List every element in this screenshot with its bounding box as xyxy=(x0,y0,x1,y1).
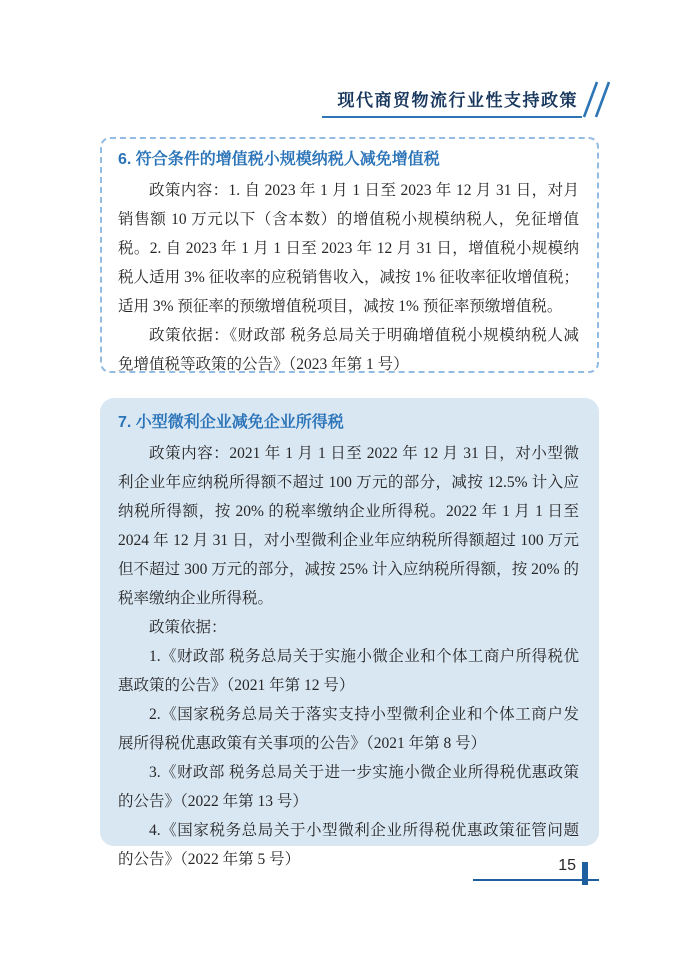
section-7-title: 7. 小型微利企业减免企业所得税 xyxy=(118,414,344,431)
section-7-basis-item: 3.《财政部 税务总局关于进一步实施小微企业所得税优惠政策的公告》（2022 年第 13 号） xyxy=(118,764,579,810)
section-7-basis-item: 2.《国家税务总局关于落实支持小型微利企业和个体工商户发展所得税优惠政策有关事项的公告》（2021 年第 8 号） xyxy=(118,706,579,752)
double-slash-icon xyxy=(582,81,612,118)
section-6-card xyxy=(100,137,599,373)
footer-rule xyxy=(473,879,599,881)
section-7-basis-item: 1.《财政部 税务总局关于实施小微企业和个体工商户所得税优惠政策的公告》（2021 年第 12 号） xyxy=(118,648,579,694)
section-6-policy-basis: 政策依据：《财政部 税务总局关于明确增值税小规模纳税人减免增值税等政策的公告》（2023 年第 1 号） xyxy=(118,327,579,373)
footer-accent-bar xyxy=(582,862,588,885)
section-7-policy-content: 政策内容：2021 年 1 月 1 日至 2022 年 12 月 31 日，对小型微利企业年应纳税所得额不超过 100 万元的部分，减按 12.5% 计入应纳税所得额，按 20% 的税率缴纳企业所得税。2022 年 1 月 1 日至 2024 年 12 月 31 日，对小型微利企业年应纳税所得额超过 100 万元但不超过 300 万元的部分，减按 25% 计入应纳税所得额，按 20% 的税率缴纳企业所得税。 xyxy=(118,445,579,607)
page-header xyxy=(322,80,613,118)
section-7-basis-item: 4.《国家税务总局关于小型微利企业所得税优惠政策征管问题的公告》（2022 年第 5 号） xyxy=(118,822,579,868)
page-number: 15 xyxy=(558,857,576,874)
section-6-title: 6. 符合条件的增值税小规模纳税人减免增值税 xyxy=(118,151,440,168)
header-title: 现代商贸物流行业性支持政策 xyxy=(322,80,583,118)
section-6-policy-content: 政策内容：1. 自 2023 年 1 月 1 日至 2023 年 12 月 31 日，对月销售额 10 万元以下（含本数）的增值税小规模纳税人，免征增值税。2. 自 2023 年 1 月 1 日至 2023 年 12 月 31 日，增值税小规模纳税人适用 3% 征收率的应税销售收入，减按 1% 征收率征收增值税；适用 3% 预征率的预缴增值税项目，减按 1% 预征率预缴增值税。 xyxy=(118,182,579,315)
section-7-policy-basis-label: 政策依据： xyxy=(149,619,227,636)
